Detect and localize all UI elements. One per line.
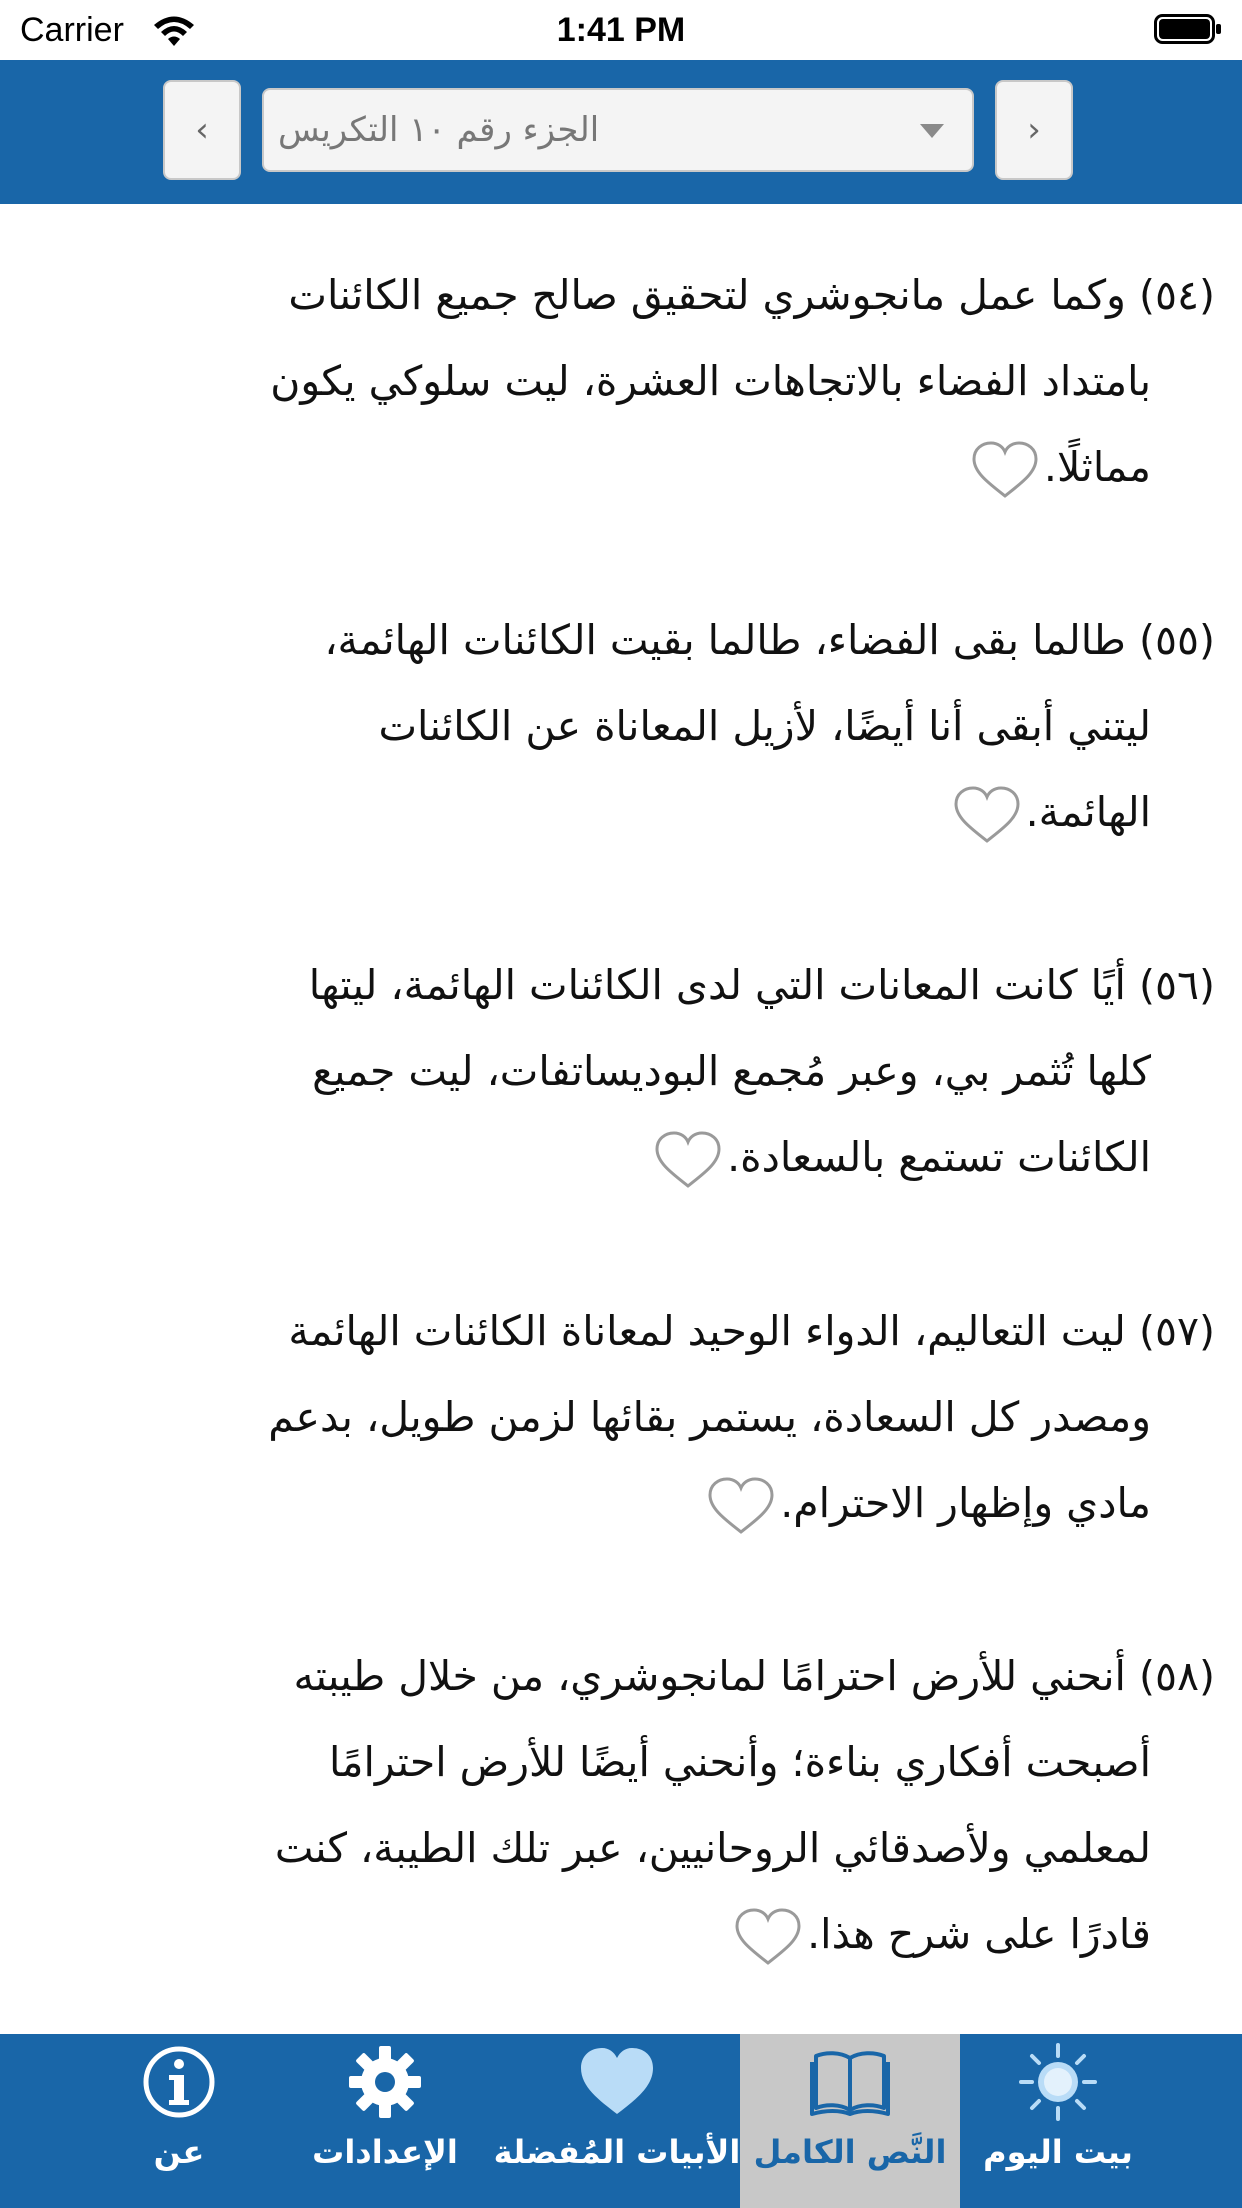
tab-label: الإعدادات [312,2133,458,2171]
verse-line: أصبحت أفكاري بناءة؛ وأنحني أيضًا للأرض احترامًا [329,1738,1151,1786]
verse-list[interactable] [0,204,1242,2034]
next-part-button[interactable] [995,80,1073,180]
sun-icon [1018,2042,1098,2122]
verse-item [90,1633,1215,1977]
verse-line-text: الكائنات تستمع بالسعادة. [727,1133,1151,1181]
chevron-left-icon: ‹ [195,110,209,150]
verse-item [90,1288,1215,1546]
verse-line-last [90,1114,1215,1200]
verse-line: كلها تُثمر بي، وعبر مُجمع البوديساتفات، ليت جميع [312,1047,1151,1095]
verse-line-last [90,1891,1215,1977]
selected-part-label: الجزء رقم ١٠ التكريس [278,110,600,150]
chevron-right-icon: › [1027,110,1041,150]
navigation-header [0,60,1242,204]
clock: 1:41 PM [556,11,686,49]
favorite-heart-icon[interactable] [653,1130,723,1190]
verse-line: (٥٤) وكما عمل مانجوشري لتحقيق صالح جميع الكائنات [288,271,1215,319]
status-bar [0,0,1242,60]
verse-line-last [90,769,1215,855]
verse-line: ومصدر كل السعادة، يستمر بقائها لزمن طويل، بدعم [268,1393,1151,1441]
verse-line-text: الهائمة. [1025,788,1151,836]
info-icon [139,2042,219,2122]
tab-label: النَّص الكامل [753,2133,947,2171]
verse-line: (٥٥) طالما بقى الفضاء، طالما بقيت الكائنات الهائمة، [324,616,1215,664]
verse-line-last [90,424,1215,510]
favorite-heart-icon[interactable] [952,785,1022,845]
chevron-down-icon [920,124,944,138]
verse-line: (٥٨) أنحني للأرض احترامًا لمانجوشري، من خلال طيبته [293,1652,1215,1700]
tab-verse-of-day[interactable] [960,2034,1156,2208]
tab-favorites[interactable] [494,2034,740,2208]
tab-label: عن [153,2133,205,2171]
verse-line: (٥٧) ليت التعاليم، الدواء الوحيد لمعاناة الكائنات الهائمة [288,1307,1215,1355]
tab-label: الأبيات المُفضلة [493,2133,741,2171]
open-book-icon [810,2042,890,2122]
carrier-label: Carrier [20,11,124,49]
verse-line: بامتداد الفضاء بالاتجاهات العشرة، ليت سلوكي يكون [270,357,1151,405]
verse-item [90,597,1215,855]
gear-icon [345,2042,425,2122]
verse-line: لمعلمي ولأصدقائي الروحانيين، عبر تلك الطيبة، كنت [274,1824,1151,1872]
verse-line: (٥٦) أيًا كانت المعانات التي لدى الكائنات الهائمة، ليتها [308,961,1215,1009]
tab-bar [0,2034,1242,2208]
verse-line-text: مادي وإظهار الاحترام. [780,1479,1151,1527]
favorite-heart-icon[interactable] [733,1907,803,1967]
verse-line: ليتني أبقى أنا أيضًا، لأزيل المعاناة عن الكائنات [378,702,1151,750]
tab-label: بيت اليوم [983,2133,1133,2171]
verse-item [90,252,1215,510]
battery-icon [1154,12,1222,46]
favorite-heart-icon[interactable] [970,440,1040,500]
verse-line-text: مماثلًا. [1043,443,1151,491]
tab-settings[interactable] [274,2034,496,2208]
tab-about[interactable] [68,2034,290,2208]
part-selector-dropdown[interactable] [262,88,974,172]
verse-line-text: قادرًا على شرح هذا. [807,1910,1151,1958]
favorite-heart-icon[interactable] [706,1476,776,1536]
verse-item [90,942,1215,1200]
previous-part-button[interactable] [163,80,241,180]
heart-filled-icon [577,2042,657,2122]
verse-line-last [90,1460,1215,1546]
tab-full-text[interactable] [740,2034,960,2208]
